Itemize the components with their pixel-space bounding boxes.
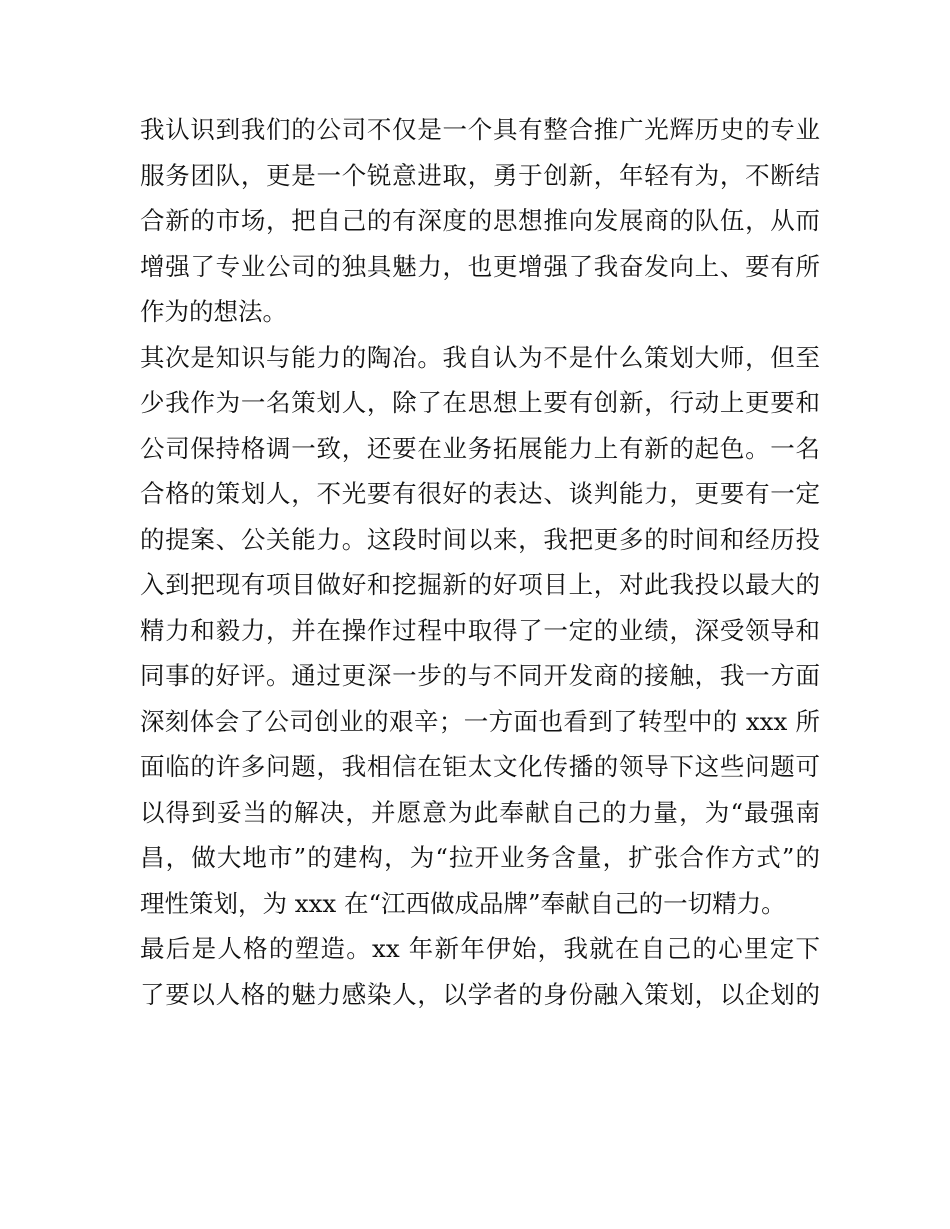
text-line: 昌，做大地市”的建构，为“拉开业务含量，扩张合作方式”的 (140, 843, 820, 872)
text-line: 合格的策划人，不光要有很好的表达、谈判能力，更要有一定 (140, 479, 820, 508)
text-line: 深刻体会了公司创业的艰辛；一方面也看到了转型中的 xxx 所 (140, 706, 820, 736)
text-line: 增强了专业公司的独具魅力，也更增强了我奋发向上、要有所 (140, 251, 820, 281)
text-line: 面临的许多问题，我相信在钜太文化传播的领导下这些问题可 (140, 752, 820, 781)
text-line: 的提案、公关能力。这段时间以来，我把更多的时间和经历投 (140, 524, 820, 554)
text-line: 少我作为一名策划人，除了在思想上要有创新，行动上更要和 (140, 388, 820, 417)
text-line: 了要以人格的魅力感染人，以学者的身份融入策划，以企划的 (140, 979, 820, 1009)
text-line: 合新的市场，把自己的有深度的思想推向发展商的队伍，从而 (140, 206, 820, 235)
text-line: 以得到妥当的解决，并愿意为此奉献自己的力量，为“最强南 (140, 797, 820, 827)
text-line: 最后是人格的塑造。xx 年新年伊始，我就在自己的心里定下 (140, 934, 820, 963)
text-line: 同事的好评。通过更深一步的与不同开发商的接触，我一方面 (140, 661, 820, 690)
text-line: 其次是知识与能力的陶冶。我自认为不是什么策划大师，但至 (140, 342, 820, 372)
body-text (140, 107, 820, 1017)
text-line: 公司保持格调一致，还要在业务拓展能力上有新的起色。一名 (140, 433, 820, 463)
text-line: 我认识到我们的公司不仅是一个具有整合推广光辉历史的专业 (140, 115, 820, 144)
text-line: 服务团队，更是一个锐意进取，勇于创新，年轻有为，不断结 (140, 160, 820, 190)
text-line: 作为的想法。 (140, 297, 287, 326)
text-line: 入到把现有项目做好和挖掘新的好项目上，对此我投以最大的 (140, 570, 820, 599)
text-line: 精力和毅力，并在操作过程中取得了一定的业绩，深受领导和 (140, 615, 820, 645)
text-line: 理性策划，为 xxx 在“江西做成品牌”奉献自己的一切精力。 (140, 888, 786, 918)
